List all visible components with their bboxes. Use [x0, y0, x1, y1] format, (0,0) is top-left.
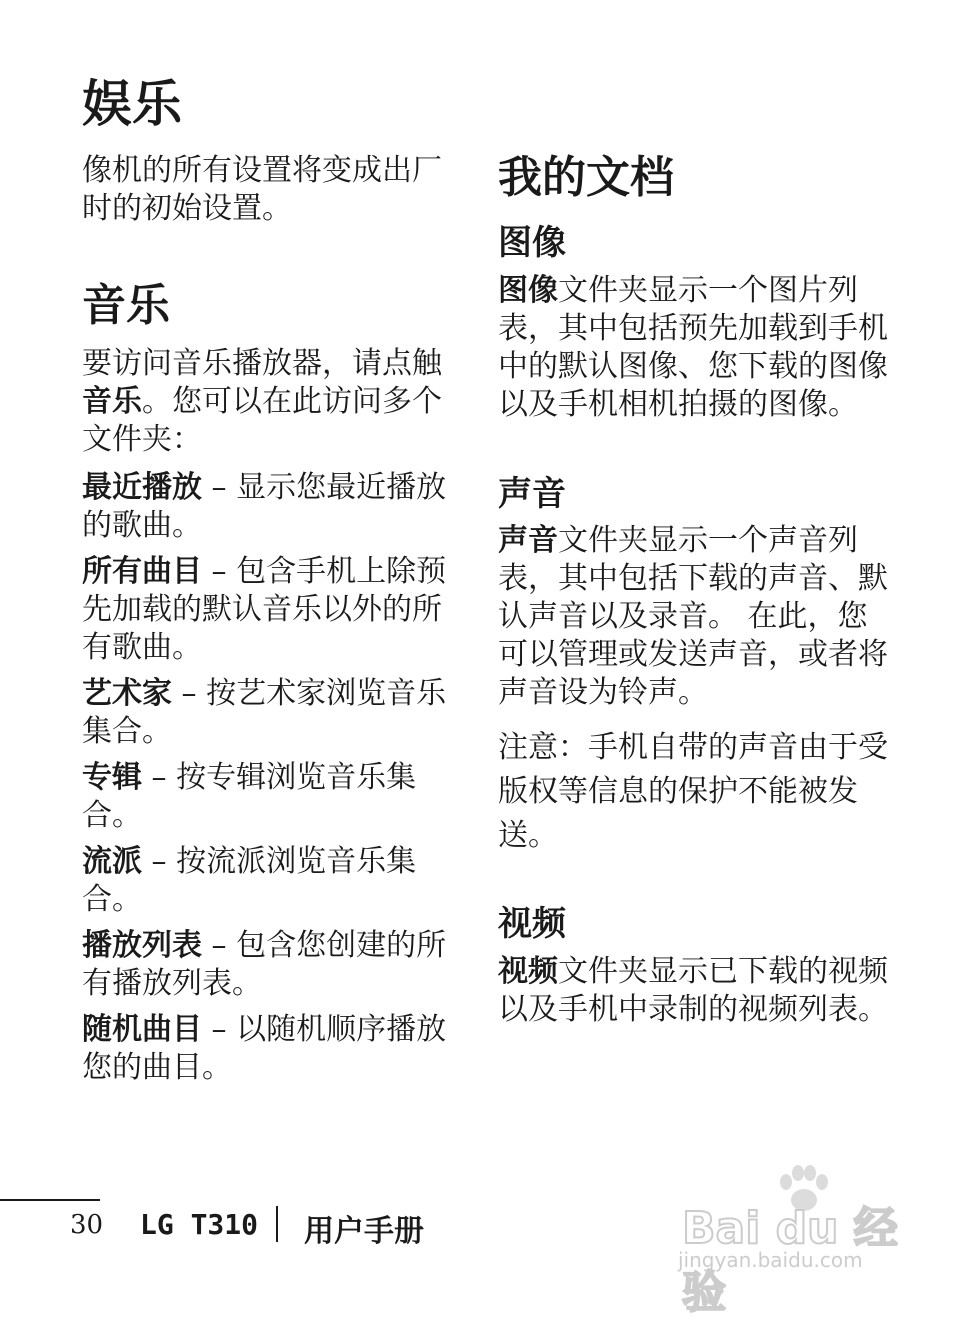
footer-manual-title: 用户手册	[304, 1214, 424, 1249]
videos-paragraph	[498, 953, 888, 1029]
intro-paragraph: 像机的所有设置将变成出厂时的初始设置。	[82, 153, 442, 226]
music-item-genres	[82, 843, 462, 919]
item-desc: – 显示您最近播放的歌曲。	[82, 469, 447, 543]
item-term: 最近播放	[82, 469, 202, 505]
my-documents-heading: 我的文档	[498, 152, 674, 203]
videos-text: 文件夹显示已下载的视频以及手机中录制的视频列表。	[498, 954, 888, 1028]
images-paragraph	[498, 272, 888, 424]
music-heading: 音乐	[82, 280, 170, 331]
music-item-all-tracks	[82, 553, 462, 667]
item-term: 专辑	[82, 759, 142, 795]
music-item-playlists	[82, 927, 462, 1003]
item-desc: – 按流派浏览音乐集合。	[82, 843, 417, 917]
videos-heading: 视频	[498, 904, 566, 945]
right-column	[498, 152, 888, 1029]
item-desc: – 按专辑浏览音乐集合。	[82, 759, 417, 833]
sounds-paragraph	[498, 522, 888, 712]
music-intro-post: 。您可以在此访问多个文件夹：	[82, 383, 442, 457]
item-desc: – 以随机顺序播放您的曲目。	[82, 1011, 447, 1085]
music-item-shuffle	[82, 1011, 462, 1087]
footer-model: LG T310	[140, 1208, 259, 1241]
watermark-main: Bai du 经验	[682, 1203, 898, 1318]
sounds-heading: 声音	[498, 473, 566, 514]
sounds-text: 文件夹显示一个声音列表，其中包括下载的声音、默认声音以及录音。 在此，您可以管理或发送声音，或者将声音设为铃声。	[498, 523, 888, 711]
images-heading: 图像	[498, 222, 566, 263]
footer-separator	[276, 1206, 278, 1242]
images-text: 文件夹显示一个图片列表，其中包括预先加载到手机中的默认图像、您下载的图像以及手机相机拍摄的图像。	[498, 272, 888, 422]
item-desc: – 包含您创建的所有播放列表。	[82, 927, 447, 1001]
left-column	[82, 152, 462, 1095]
music-item-artists	[82, 675, 462, 751]
item-term: 所有曲目	[82, 553, 202, 589]
item-term: 播放列表	[82, 927, 202, 963]
watermark-sub: jingyan.baidu.com	[678, 1248, 863, 1272]
item-term: 随机曲目	[82, 1011, 202, 1047]
item-desc: – 按艺术家浏览音乐集合。	[82, 675, 447, 749]
page-title: 娱乐	[82, 75, 182, 133]
images-bold: 图像	[498, 272, 558, 308]
music-intro	[82, 345, 462, 459]
item-term: 艺术家	[82, 675, 172, 711]
item-desc: – 包含手机上除预先加载的默认音乐以外的所有歌曲。	[82, 553, 447, 665]
videos-bold: 视频	[498, 954, 558, 990]
page-number: 30	[70, 1210, 104, 1240]
sounds-bold: 声音	[498, 523, 558, 559]
music-intro-pre: 要访问音乐播放器，请点触	[82, 345, 442, 381]
music-item-albums	[82, 759, 462, 835]
item-term: 流派	[82, 843, 142, 879]
music-item-recent	[82, 469, 462, 545]
sounds-note: 注意：手机自带的声音由于受版权等信息的保护不能被发送。	[498, 730, 888, 854]
music-intro-bold: 音乐	[82, 383, 142, 419]
footer-rule	[0, 1199, 100, 1201]
baidu-watermark	[672, 1164, 912, 1318]
